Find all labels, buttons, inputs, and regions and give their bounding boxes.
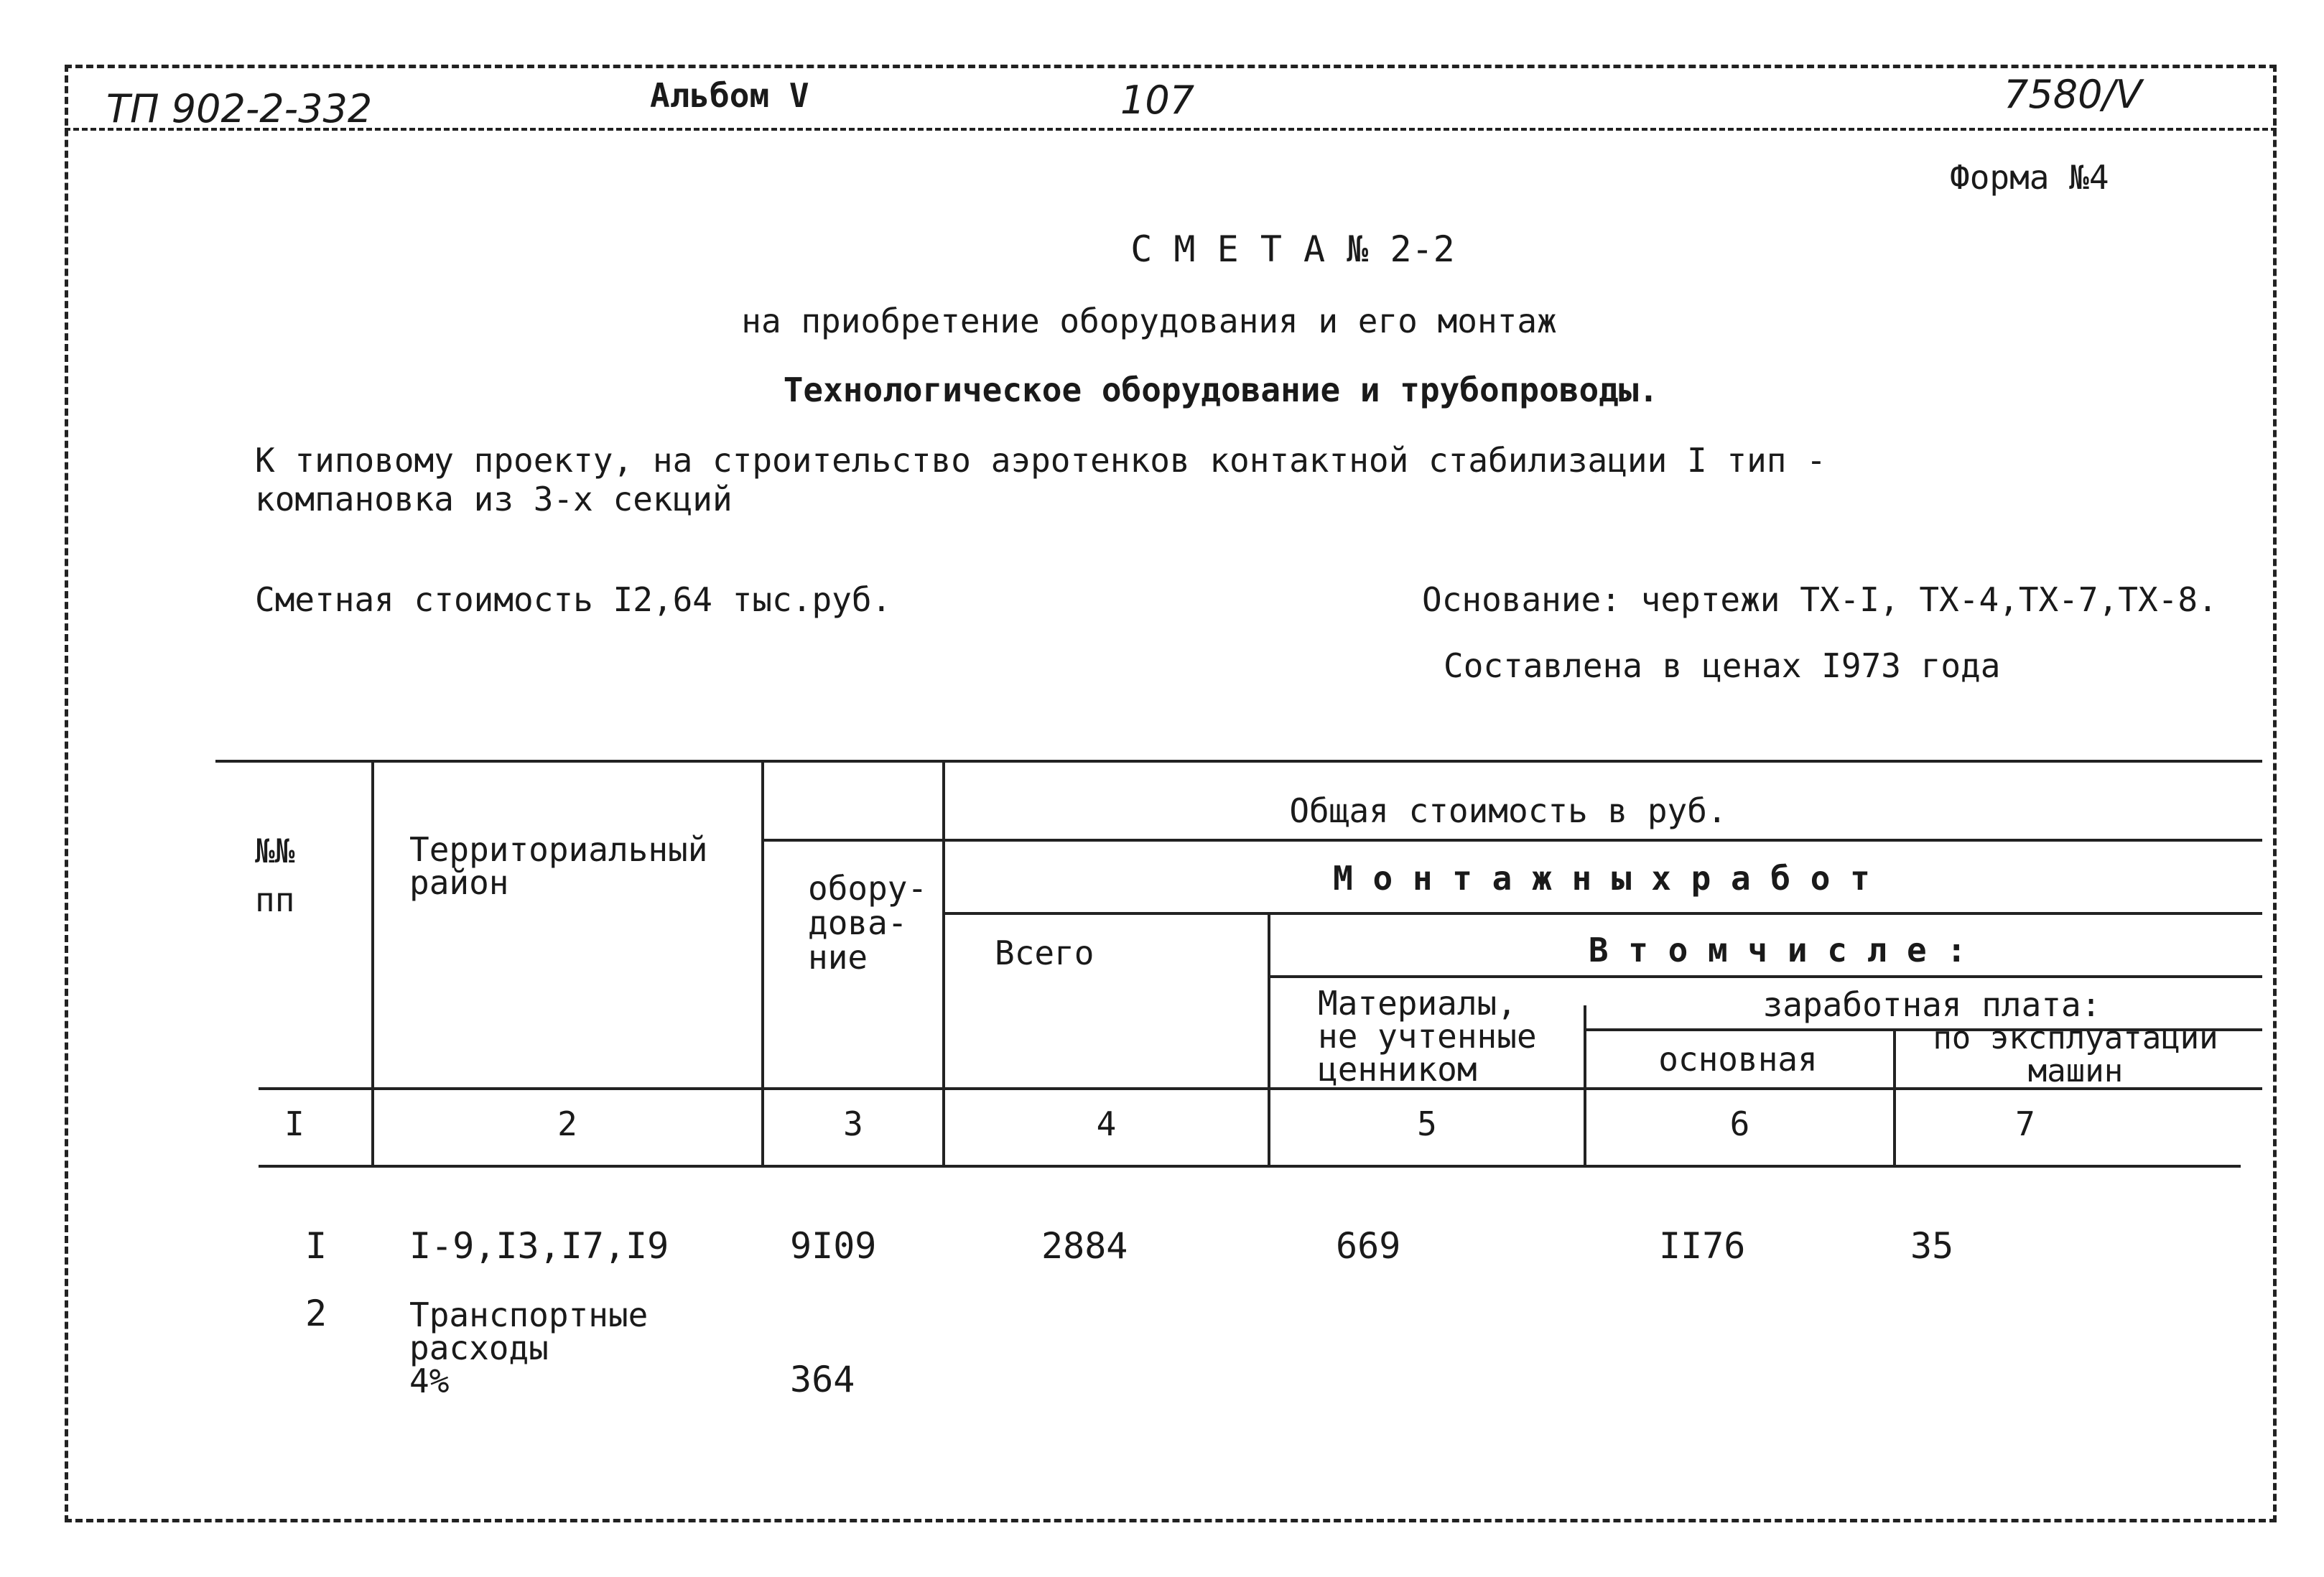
header-total-cost: Общая стоимость в руб.: [1289, 791, 1727, 830]
table-line-including: [1268, 975, 2262, 978]
header-wages: заработная плата:: [1762, 985, 2101, 1024]
col-number-1: I: [284, 1104, 305, 1143]
col-number-7: 7: [2015, 1104, 2035, 1143]
album-label: Альбом V: [650, 76, 809, 115]
header-basic-wages: основная: [1658, 1040, 1818, 1079]
header-region-1: Территориальный: [409, 830, 708, 869]
col-number-2: 2: [557, 1104, 577, 1143]
row2-equipment: 364: [790, 1359, 855, 1400]
header-including: В т о м ч и с л е :: [1588, 931, 1967, 969]
document-title: С М Е Т А № 2-2: [1130, 228, 1455, 270]
header-equipment-2: дова-: [808, 903, 908, 942]
estimated-cost: Сметная стоимость I2,64 тыс.руб.: [255, 580, 892, 619]
row1-equipment: 9I09: [790, 1225, 877, 1267]
col-number-3: 3: [843, 1104, 863, 1143]
table-bottom-border: [259, 1165, 2241, 1168]
row1-materials: 669: [1336, 1225, 1401, 1267]
description-line-1: К типовому проекту, на строительство аэротенков контактной стабилизации I тип -: [255, 441, 1826, 480]
header-materials-1: Материалы,: [1318, 984, 1517, 1023]
page-number: 107: [1120, 78, 1195, 123]
inventory-number: 7580/V: [2004, 72, 2142, 117]
header-num-1: №№: [255, 832, 295, 870]
row1-region: I-9,I3,I7,I9: [409, 1225, 669, 1267]
header-mounting-works: М о н т а ж н ы х р а б о т: [1333, 859, 1870, 898]
col-number-6: 6: [1729, 1104, 1750, 1143]
row2-num: 2: [305, 1293, 327, 1334]
subtitle-purpose: на приобретение оборудования и его монтаж: [741, 302, 1557, 340]
header-machines-1: по эксплуатации: [1933, 1020, 2218, 1056]
row2-label-1: Транспортные: [409, 1295, 649, 1334]
col-number-4: 4: [1096, 1104, 1117, 1143]
row2-label-3: 4%: [409, 1362, 450, 1400]
header-machines-2: машин: [2027, 1053, 2124, 1089]
basis-drawings: Основание: чертежи ТХ-I, ТХ-4,ТХ-7,ТХ-8.: [1422, 580, 2218, 619]
col-number-5: 5: [1417, 1104, 1437, 1143]
table-line-colnums: [259, 1087, 2262, 1090]
header-num-2: пп: [255, 880, 295, 919]
header-all: Всего: [995, 934, 1094, 972]
table-top-border: [215, 760, 2262, 763]
header-materials-2: не учтенные: [1318, 1017, 1537, 1056]
table-line-all: [942, 912, 2262, 915]
subtitle-equipment: Технологическое оборудование и трубопроводы.: [783, 371, 1659, 409]
description-line-2: компановка из 3-х секций: [255, 480, 733, 518]
header-materials-3: ценником: [1318, 1050, 1477, 1089]
project-code: ТП 902-2-332: [106, 86, 373, 131]
row1-num: I: [305, 1225, 327, 1267]
price-basis: Составлена в ценах I973 года: [1444, 646, 2001, 685]
row1-all: 2884: [1041, 1225, 1128, 1267]
page-frame: [65, 65, 2277, 1522]
row2-label-2: расходы: [409, 1329, 549, 1367]
header-equipment-3: ние: [808, 938, 868, 977]
header-region-2: район: [409, 863, 509, 902]
form-label: Форма №4: [1950, 158, 2109, 197]
header-divider: [65, 128, 2277, 131]
row1-basic-wages: II76: [1659, 1225, 1746, 1267]
row1-machines: 35: [1910, 1225, 1954, 1267]
header-equipment-1: обору-: [808, 869, 928, 908]
table-line-mounting: [761, 839, 2262, 842]
